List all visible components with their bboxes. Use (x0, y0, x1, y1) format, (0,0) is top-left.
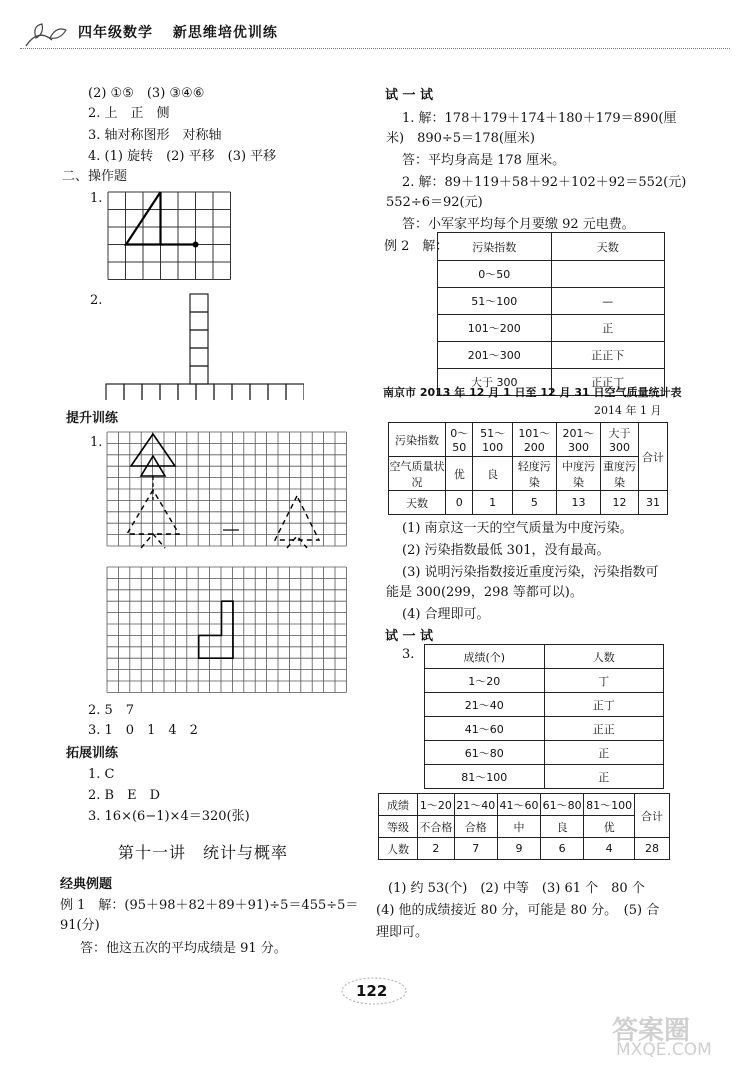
question-number: 1. (90, 191, 103, 206)
table-header: 天数 (389, 491, 446, 515)
answer-line: 2. 解：89＋119＋58＋92＋102＋92＝552(元) (402, 175, 687, 190)
example-label: 例 2 解： (384, 239, 449, 254)
answer-line: 米) 890÷5＝178(厘米) (386, 131, 536, 146)
header-title-grade: 四年级数学 (78, 25, 153, 41)
answer-line: 能是 300(299，298 等都可以)。 (386, 585, 583, 600)
table-cell: 重度污染 (601, 457, 639, 491)
table-cell: 中度污染 (556, 457, 600, 491)
table-header: 污染指数 (438, 233, 552, 261)
table-cell: 正丁 (544, 693, 664, 717)
example-line: 91(分) (60, 918, 100, 933)
answer-line: 2. 5 7 (88, 703, 135, 718)
grid-figure-3 (105, 430, 353, 552)
tally-table-pollution (437, 232, 665, 396)
table-cell: 201～300 (438, 342, 552, 369)
answer-line: 552÷6＝92(元) (386, 195, 483, 210)
table-cell: 大于300 (601, 423, 639, 457)
table-header: 天数 (551, 233, 665, 261)
table-cell: 不合格 (418, 816, 455, 838)
table-cell: 中 (497, 816, 540, 838)
question-number: 1. (90, 435, 103, 450)
table-cell: 0～50 (438, 261, 552, 288)
table-cell: 2 (418, 838, 455, 860)
table-header: 成绩 (379, 794, 418, 816)
answer-line: 1. C (88, 767, 115, 782)
section-heading: 试 一 试 (385, 629, 434, 644)
watermark-url: MXQE.COM (616, 1040, 712, 1060)
tally-table-scores (424, 644, 664, 789)
answer-line: 2. B E D (88, 788, 161, 803)
table-cell: 轻度污染 (512, 457, 556, 491)
table-cell: 13 (556, 491, 600, 515)
table-cell: 良 (541, 816, 584, 838)
table-cell: 优 (584, 816, 635, 838)
table-cell: 1～20 (425, 669, 545, 693)
lecture-title: 第十一讲 统计与概率 (118, 843, 289, 862)
section-heading: 试 一 试 (385, 88, 434, 103)
table-cell: 1 (473, 491, 512, 515)
section-heading: 拓展训练 (66, 746, 119, 761)
answer-line: 3. 16×(6−1)×4＝320(张) (88, 809, 250, 824)
table-cell: 正正 (544, 717, 664, 741)
page-header (0, 0, 750, 60)
table-cell: 28 (635, 838, 670, 860)
table-cell: 41～60 (497, 794, 540, 816)
table-header: 合计 (639, 423, 668, 491)
table-header: 污染指数 (389, 423, 446, 457)
question-number: 2. (90, 293, 103, 308)
table-cell: 6 (541, 838, 584, 860)
answer-line: 4. (1) 旋转 (2) 平移 (3) 平移 (88, 149, 277, 164)
example-line: 例 1 解：(95＋98＋82＋89＋91)÷5＝455÷5＝ (60, 898, 359, 913)
answer-line: 3. 轴对称图形 对称轴 (88, 128, 222, 143)
section-heading: 经典例题 (60, 877, 113, 892)
grade-summary-table (378, 793, 670, 860)
table-header: 人数 (379, 838, 418, 860)
grid-figure-2 (104, 292, 304, 400)
table-title: 南京市 2013 年 12 月 1 日至 12 月 31 日空气质量统计表 (383, 386, 682, 399)
header-title (78, 22, 278, 42)
question-number: 3. (402, 647, 415, 662)
table-header: 成绩(个) (425, 645, 545, 669)
answer-line: (1) 约 53(个) (2) 中等 (3) 61 个 80 个 (388, 881, 645, 896)
answer-line: 3. 1 0 1 4 2 (88, 723, 198, 738)
table-cell: 31 (639, 491, 668, 515)
answer-line: (2) 污染指数最低 301，没有最高。 (402, 543, 610, 558)
answer-line: 答：平均身高是 178 厘米。 (402, 153, 566, 168)
example-line: 答：他这五次的平均成绩是 91 分。 (80, 941, 287, 956)
table-header: 人数 (544, 645, 664, 669)
table-date: 2014 年 1 月 (594, 404, 662, 417)
table-cell: 61～80 (541, 794, 584, 816)
watermark-logo: 答案圈 (612, 1016, 691, 1046)
section-heading: 提升训练 (66, 411, 119, 426)
table-cell (551, 261, 665, 288)
air-quality-table (388, 422, 668, 515)
table-cell: 优 (446, 457, 473, 491)
table-cell: 正 (544, 741, 664, 765)
header-divider (20, 48, 730, 49)
table-cell: 0～50 (446, 423, 473, 457)
table-header: 空气质量状况 (389, 457, 446, 491)
table-header: 合计 (635, 794, 670, 838)
answer-line: 1. 解：178＋179＋174＋180＋179＝890(厘 (402, 111, 677, 126)
page-number: 122 (356, 982, 388, 1000)
table-cell: 大于 300 (438, 369, 552, 396)
leaf-decoration-icon (22, 18, 74, 52)
answer-line: (4) 他的成绩接近 80 分，可能是 80 分。 (5) 合 (376, 903, 660, 918)
table-cell: 21～40 (454, 794, 497, 816)
table-cell: 丁 (544, 669, 664, 693)
table-cell: 201～300 (556, 423, 600, 457)
table-cell: 正正丁 (551, 369, 665, 396)
table-cell: 21～40 (425, 693, 545, 717)
header-title-series: 新思维培优训练 (172, 25, 278, 41)
table-cell: 正正下 (551, 342, 665, 369)
table-cell: 0 (446, 491, 473, 515)
table-cell: 1～20 (418, 794, 455, 816)
table-cell: 7 (454, 838, 497, 860)
answer-line: (1) 南京这一天的空气质量为中度污染。 (402, 521, 633, 536)
table-cell: 51～100 (438, 288, 552, 315)
table-cell: 81～100 (584, 794, 635, 816)
table-cell: 41～60 (425, 717, 545, 741)
table-cell: 51～100 (473, 423, 512, 457)
table-cell: 12 (601, 491, 639, 515)
table-cell: 正 (551, 315, 665, 342)
table-cell: — (551, 288, 665, 315)
answer-line: 2. 上 正 侧 (88, 106, 170, 121)
table-cell: 81～100 (425, 765, 545, 789)
table-cell: 良 (473, 457, 512, 491)
table-cell: 101～200 (438, 315, 552, 342)
table-cell: 61～80 (425, 741, 545, 765)
answer-line: (3) 说明污染指数接近重度污染，污染指数可 (402, 565, 659, 580)
table-cell: 5 (512, 491, 556, 515)
answer-line: (2) ①⑤ (3) ③④⑥ (88, 86, 205, 101)
answer-line: (4) 合理即可。 (402, 607, 490, 622)
grid-figure-1 (106, 190, 236, 286)
table-header: 等级 (379, 816, 418, 838)
table-cell: 101～200 (512, 423, 556, 457)
table-cell: 正 (544, 765, 664, 789)
grid-figure-4 (105, 565, 353, 699)
answer-line: 答：小军家平均每个月要缴 92 元电费。 (402, 217, 635, 232)
table-cell: 4 (584, 838, 635, 860)
section-heading: 二、操作题 (62, 169, 128, 184)
answer-line: 理即可。 (376, 925, 429, 940)
table-cell: 合格 (454, 816, 497, 838)
table-cell: 9 (497, 838, 540, 860)
